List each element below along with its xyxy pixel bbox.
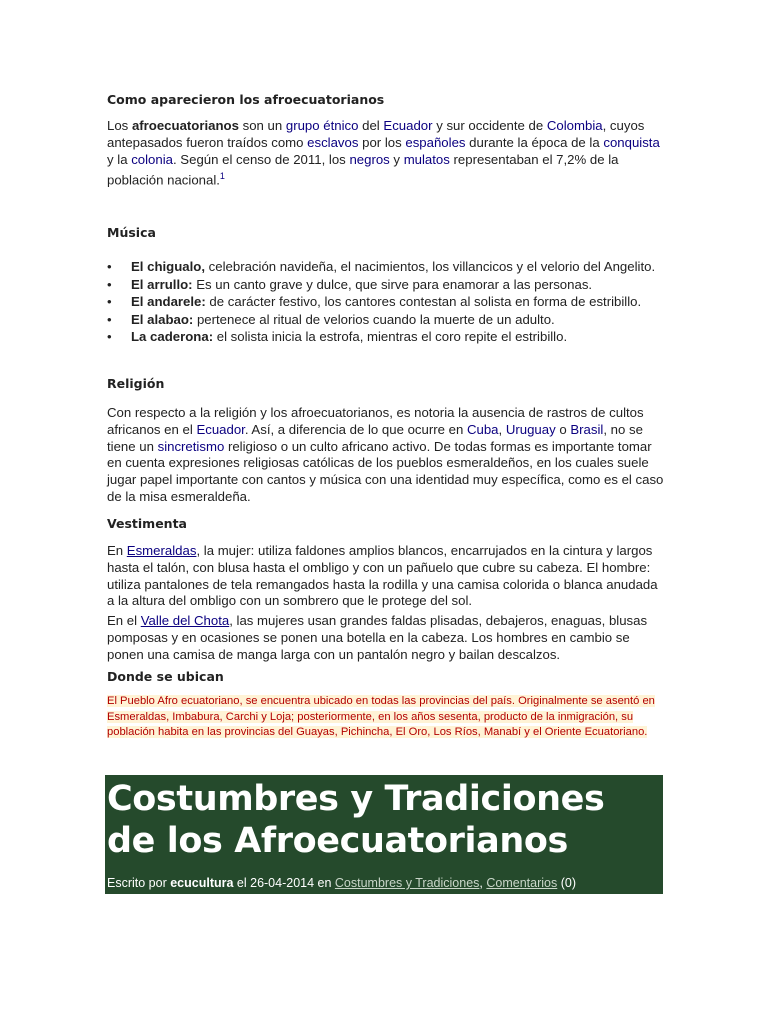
- heading-musica: Música: [107, 225, 156, 240]
- heading-vestimenta: Vestimenta: [107, 516, 187, 531]
- list-term: El andarele:: [131, 294, 206, 310]
- list-text: Es un canto grave y dulce, que sirve para enamorar a las personas.: [192, 276, 593, 292]
- link-ecuador-2[interactable]: Ecuador: [196, 421, 245, 437]
- link-colombia[interactable]: Colombia: [546, 118, 603, 133]
- bullet: •: [107, 276, 112, 292]
- link-valle-del-chota[interactable]: Valle del Chota: [140, 613, 230, 628]
- link-colonia[interactable]: colonia: [131, 151, 173, 167]
- link-conquista[interactable]: conquista: [603, 134, 660, 150]
- heading-religion: Religión: [107, 376, 165, 391]
- paragraph-vestimenta-2: En el Valle del Chota, las mujeres usan grandes faldas plisadas, debajeros, enaguas, blusas pomposas y en ocasiones se ponen una botella en la cabeza. Los hombres en cambio se ponen una camisa de manga larga con un pantalón negro y bailan descalzos.: [107, 613, 648, 662]
- link-uruguay[interactable]: Uruguay: [505, 421, 556, 437]
- link-sincretismo[interactable]: sincretismo: [157, 438, 225, 454]
- heading-ubicacion: Donde se ubican: [107, 669, 224, 684]
- paragraph-origen: Los afroecuatorianos son un grupo étnico del Ecuador y sur occidente de Colombia, cuyos antepasados fueron traídos como esclavos por los españoles durante la época de la conquista y la colonia. Según el censo de 2011, los negros y mulatos representaban el 7,2% de la población nacional.$^1$: [107, 118, 660, 188]
- highlighted-quote: [107, 694, 667, 741]
- link-mulatos[interactable]: mulatos: [403, 151, 450, 167]
- link-espanoles[interactable]: españoles: [405, 134, 466, 150]
- article-banner: [105, 775, 663, 894]
- list-text: celebración navideña, el nacimientos, los villancicos y el velorio del Angelito.: [205, 259, 656, 274]
- paragraph-vestimenta-1: En Esmeraldas, la mujer: utiliza faldones amplios blancos, encarrujados en la cintura y largos hasta el talón, con blusa hasta el ombligo y con un pañuelo que cubre su cabeza. El hombre: utiliza pantalones de tela remangados hasta la rodilla y una camisa colorida o blanca anudada a la altura del ombligo con un sombrero que le protege del sol.: [107, 543, 658, 609]
- byline: Escrito por ecucultura el 26-04-2014 en Costumbres y Tradiciones, Comentarios (0): [107, 876, 576, 890]
- bullet: •: [107, 294, 112, 310]
- link-ecuador[interactable]: Ecuador: [383, 118, 433, 133]
- music-list: [107, 258, 667, 346]
- comments-link[interactable]: Comentarios: [486, 876, 558, 890]
- list-item: [107, 258, 667, 276]
- link-esmeraldas[interactable]: Esmeraldas: [126, 543, 197, 558]
- heading-origen: Como aparecieron los afroecuatorianos: [107, 92, 385, 107]
- paragraph-religion: Con respecto a la religión y los afroecuatorianos, es notoria la ausencia de rastros de cultos africanos en el Ecuador. Así, a diferencia de lo que ocurre en Cuba, Uruguay o Brasil, no se tiene un sincretismo religioso o un culto africano activo. De todas formas es importante tomar en cuenta expresiones religiosas católicas de los pueblos esmeraldeños, en los cuales suele jugar papel importante con cantos y música con una identidad muy específica, como es el caso de la misa esmeraldeña.: [107, 405, 664, 504]
- footnote-ref[interactable]: 1: [219, 171, 225, 182]
- category-link[interactable]: Costumbres y Tradiciones: [334, 876, 480, 890]
- bullet: •: [107, 311, 112, 327]
- list-item: [107, 311, 667, 329]
- link-grupo-etnico[interactable]: grupo étnico: [285, 118, 359, 133]
- list-text: pertenece al ritual de velorios cuando la muerte de un adulto.: [193, 311, 555, 327]
- link-brasil[interactable]: Brasil: [570, 421, 604, 437]
- link-esclavos[interactable]: esclavos: [307, 134, 359, 150]
- list-item: [107, 293, 667, 311]
- banner-title: Costumbres y Tradiciones de los Afroecuatorianos: [107, 779, 605, 861]
- list-term: La caderona:: [131, 329, 214, 345]
- author-name: ecucultura: [170, 876, 234, 890]
- list-item: [107, 328, 667, 346]
- list-term: El arrullo:: [131, 276, 193, 292]
- list-term: El alabao:: [131, 311, 194, 327]
- list-term: El chigualo,: [131, 259, 206, 274]
- link-cuba[interactable]: Cuba: [466, 421, 499, 437]
- list-item: [107, 276, 667, 294]
- link-negros[interactable]: negros: [349, 151, 390, 167]
- bullet: •: [107, 329, 112, 345]
- list-text: de carácter festivo, los cantores contestan al solista en forma de estribillo.: [205, 294, 642, 310]
- bullet: •: [107, 259, 112, 274]
- highlighted-text: El Pueblo Afro ecuatoriano, se encuentra ubicado en todas las provincias del país. Originalmente se asentó en Esmeraldas, Imbabura, Carchi y Loja; posteriormente, en los años sesenta, producto de la inmigración, su población habita en las provincias del Guayas, Pichincha, El Oro, Los Ríos, Manabí y el Oriente Ecuatoriano.: [107, 695, 655, 738]
- list-text: el solista inicia la estrofa, mientras el coro repite el estribillo.: [213, 329, 568, 345]
